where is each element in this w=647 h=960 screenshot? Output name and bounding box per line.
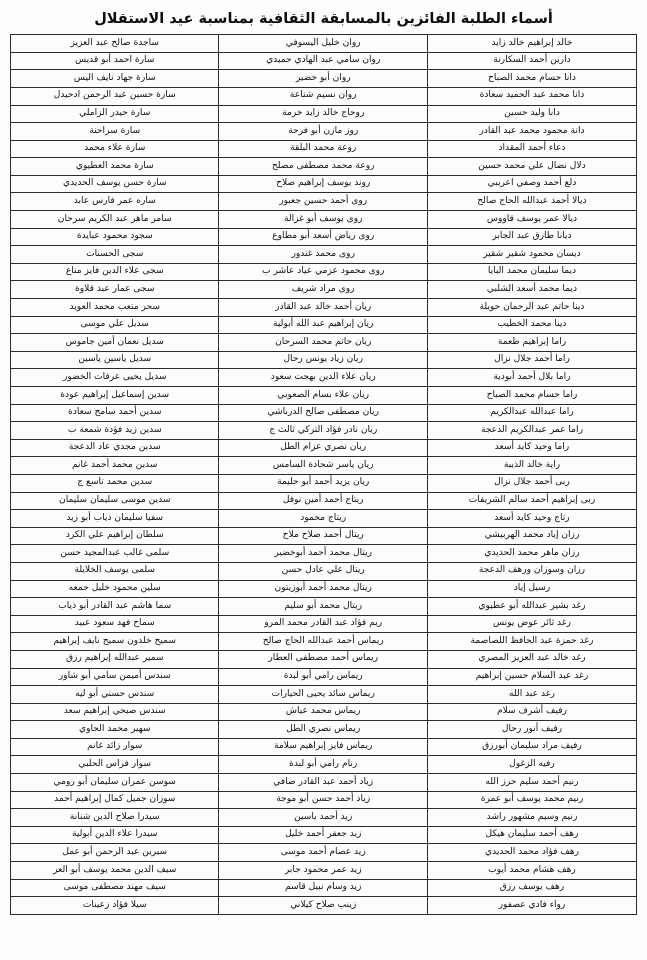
winner-name-cell: خالد إبراهيم خالد زايد [427, 35, 636, 53]
table-row [11, 703, 637, 721]
winner-name-cell: راما عمر عبدالكريم الدعجة [427, 422, 636, 440]
winner-name-cell: سفيا سليمان ذياب أبو زيد [11, 510, 219, 528]
winner-name-cell: ريماس رامي أبو لبدة [219, 668, 427, 686]
winner-name-cell: ريان حاتم محمد السرحان [219, 334, 427, 352]
winner-name-cell: رنيم أحمد سليم حرز الله [427, 774, 636, 792]
winner-name-cell: سجود محمود عبايدة [11, 228, 219, 246]
winner-name-cell: سماح فهد سعود عبيد [11, 615, 219, 633]
table-row [11, 879, 637, 897]
winner-name-cell: سلمى يوسف الخلايلة [11, 562, 219, 580]
table-row [11, 193, 637, 211]
table-row [11, 756, 637, 774]
table-row [11, 263, 637, 281]
winner-name-cell: سامر ماهر عبد الكريم سرحان [11, 211, 219, 229]
table-row [11, 510, 637, 528]
table-row [11, 105, 637, 123]
winner-name-cell: ديسان محمود شقير شقير [427, 246, 636, 264]
table-row [11, 228, 637, 246]
winner-name-cell: ربى أحمد جلال نزال [427, 474, 636, 492]
winner-name-cell: دلال نضال علي محمد حسين [427, 158, 636, 176]
winner-name-cell: سديل ياسين ياسين [11, 351, 219, 369]
winner-name-cell: رغد عبد السلام حسين إبراهيم [427, 668, 636, 686]
winner-name-cell: روان خليل اليسوفي [219, 35, 427, 53]
table-row [11, 492, 637, 510]
winner-name-cell: ريان ياسر شحادة السامس [219, 457, 427, 475]
winner-name-cell: رفيف أنور رحال [427, 721, 636, 739]
table-row [11, 422, 637, 440]
winner-name-cell: سندس حسني أبو ليه [11, 686, 219, 704]
winner-name-cell: سلطان إبراهيم علي الكرد [11, 527, 219, 545]
table-row [11, 844, 637, 862]
winner-name-cell: سيلا فؤاد زعينات [11, 897, 219, 915]
winner-name-cell: روى محمد غندور [219, 246, 427, 264]
winner-name-cell: ريماس فايز إبراهيم سلامة [219, 738, 427, 756]
winner-name-cell: ريماس محمد عياش [219, 703, 427, 721]
winner-name-cell: ديما محمد أسعد الشلبي [427, 281, 636, 299]
winner-name-cell: سوزان جميل كمال إبراهيم أحمد [11, 791, 219, 809]
winner-name-cell: سدين زيد فؤدة شمعة ب [11, 422, 219, 440]
winner-name-cell: ريتاج أحمد أمين نوفل [219, 492, 427, 510]
table-row [11, 774, 637, 792]
winner-name-cell: زيد وسام نبيل قاسم [219, 879, 427, 897]
table-row [11, 668, 637, 686]
table-row [11, 52, 637, 70]
winner-name-cell: دانة محمود محمد عبد القادر [427, 123, 636, 141]
winner-name-cell: ريتاج محمود [219, 510, 427, 528]
winner-name-cell: زياد أحمد عبد القادر صافي [219, 774, 427, 792]
winner-name-cell: سدين إسماعيل إبراهيم عودة [11, 387, 219, 405]
table-row [11, 246, 637, 264]
winner-name-cell: رغد خالد عبد العزيز المصري [427, 650, 636, 668]
winner-name-cell: رهف فؤاد محمد الحديدي [427, 844, 636, 862]
table-row [11, 562, 637, 580]
winner-name-cell: رفيف أشرف سلام [427, 703, 636, 721]
table-row [11, 316, 637, 334]
table-row [11, 387, 637, 405]
winner-name-cell: ريتال أحمد صلاح ملاح [219, 527, 427, 545]
winner-name-cell: روحاج خالد زايد خرمة [219, 105, 427, 123]
winner-name-cell: ريماس أحمد عبدالله الحاج صالح [219, 633, 427, 651]
table-row [11, 527, 637, 545]
table-row [11, 334, 637, 352]
winner-name-cell: سدين محمد أحمد غانم [11, 457, 219, 475]
winner-name-cell: روى محمود عزمي عياد عاشر ب [219, 263, 427, 281]
winner-name-cell: ريتال محمد أحمد أبوخضير [219, 545, 427, 563]
table-row [11, 862, 637, 880]
winner-name-cell: سارة حسين عبد الرحمن ادحيدل [11, 87, 219, 105]
winner-name-cell: رغد عبد الله [427, 686, 636, 704]
winner-name-cell: روى رياض أسعد أبو مطاوع [219, 228, 427, 246]
winner-name-cell: راما أحمد جلال نزال [427, 351, 636, 369]
winner-name-cell: رسيل إياد [427, 580, 636, 598]
table-row [11, 598, 637, 616]
winner-name-cell: سلين محمود خليل جمعه [11, 580, 219, 598]
winner-name-cell: سجى عمار عبد قلاوة [11, 281, 219, 299]
winner-name-cell: ريان نصري عزام الطل [219, 439, 427, 457]
table-row [11, 351, 637, 369]
winner-name-cell: ديالا عمر يوسف قاووس [427, 211, 636, 229]
winner-name-cell: دانا حسام محمد الصباح [427, 70, 636, 88]
winner-name-cell: راما حسام محمد الصباح [427, 387, 636, 405]
winner-name-cell: سلمى غالب عبدالمجيد حسن [11, 545, 219, 563]
winner-name-cell: ريتال محمد أبو سليم [219, 598, 427, 616]
table-row [11, 633, 637, 651]
winner-name-cell: ريان يزيد أحمد أبو حليمة [219, 474, 427, 492]
winner-name-cell: رزان إياد محمد الهربيشي [427, 527, 636, 545]
winner-name-cell: سيف مهند مصطفى موسى [11, 879, 219, 897]
winner-name-cell: رهف يوسف رزق [427, 879, 636, 897]
table-row [11, 545, 637, 563]
winner-name-cell: راما إبراهيم طعمة [427, 334, 636, 352]
winner-name-cell: سديل علي موسى [11, 316, 219, 334]
winner-name-cell: ريماس نصري الطل [219, 721, 427, 739]
winner-name-cell: روعة محمد مصطفى مصلح [219, 158, 427, 176]
winner-name-cell: رنيم محمد يوسف أبو عمرة [427, 791, 636, 809]
winner-name-cell: رواء فادي عصفور [427, 897, 636, 915]
winner-name-cell: سارة علاء محمد [11, 140, 219, 158]
winner-name-cell: رهف أحمد سليمان هيكل [427, 826, 636, 844]
winner-name-cell: ريان زياد يونس رحال [219, 351, 427, 369]
winner-name-cell: زيد أحمد ياسين [219, 809, 427, 827]
winners-table-body [11, 35, 637, 915]
winner-name-cell: سارة جهاد نايف اليس [11, 70, 219, 88]
winner-name-cell: زينب صلاح كيلاني [219, 897, 427, 915]
winner-name-cell: سهير محمد الحاوي [11, 721, 219, 739]
winner-name-cell: سيف الدين محمد يوسف أبو العز [11, 862, 219, 880]
winner-name-cell: ريان نادر فؤاد التركي ثالث ج [219, 422, 427, 440]
table-row [11, 457, 637, 475]
table-row [11, 826, 637, 844]
winner-name-cell: رغد بشير عبدالله أبو عطيوي [427, 598, 636, 616]
winner-name-cell: سارة حسن يوسف الحديدي [11, 175, 219, 193]
winner-name-cell: زيد جعفر أحمد خليل [219, 826, 427, 844]
winner-name-cell: روان أبو خضير [219, 70, 427, 88]
winner-name-cell: روز مازن أبو فرحة [219, 123, 427, 141]
winner-name-cell: سيدرا علاء الدين أبولية [11, 826, 219, 844]
table-row [11, 175, 637, 193]
winner-name-cell: سدين مجدي عاد الدعجة [11, 439, 219, 457]
winner-name-cell: زيد عمر محمود جابر [219, 862, 427, 880]
winner-name-cell: روى يوسف أبو غزالة [219, 211, 427, 229]
winner-name-cell: سجى علاء الدين فايز مناع [11, 263, 219, 281]
table-row [11, 809, 637, 827]
winner-name-cell: ديانا طارق عبد الجابر [427, 228, 636, 246]
winner-name-cell: رنيم وسيم مشهور راشد [427, 809, 636, 827]
table-row [11, 738, 637, 756]
winners-table [10, 34, 637, 915]
table-row [11, 70, 637, 88]
winner-name-cell: رهف هشام محمد أيوب [427, 862, 636, 880]
winner-name-cell: روان سامي عبد الهادي حميدي [219, 52, 427, 70]
winner-name-cell: سوار فراس الحلبي [11, 756, 219, 774]
table-row [11, 686, 637, 704]
winner-name-cell: رزان وسوزان ورهف الدعجة [427, 562, 636, 580]
winner-name-cell: سجى الحسنات [11, 246, 219, 264]
winner-name-cell: روان نسيم شناعة [219, 87, 427, 105]
winner-name-cell: ريان علاء الدين بهجت سعود [219, 369, 427, 387]
winner-name-cell: ساره عمر فارس عابد [11, 193, 219, 211]
winner-name-cell: روى أحمد حسين جعبور [219, 193, 427, 211]
table-row [11, 439, 637, 457]
winner-name-cell: ريماس أحمد مصطفى العطار [219, 650, 427, 668]
winner-name-cell: رزان ماهر محمد الحديدي [427, 545, 636, 563]
winner-name-cell: زياد أحمد حسن أبو موجة [219, 791, 427, 809]
winner-name-cell: سحر متعب محمد العويد [11, 299, 219, 317]
table-row [11, 791, 637, 809]
table-row [11, 123, 637, 141]
winner-name-cell: دعاء أحمد المقداد [427, 140, 636, 158]
winner-name-cell: راما وحيد كايد أسعد [427, 439, 636, 457]
table-row [11, 369, 637, 387]
winner-name-cell: روى مراد شريف [219, 281, 427, 299]
winner-name-cell: دينا حاتم عبد الرحمان حويلة [427, 299, 636, 317]
winner-name-cell: ساجدة صالح عبد العزيز [11, 35, 219, 53]
table-row [11, 281, 637, 299]
table-row [11, 615, 637, 633]
winner-name-cell: دلع أحمد وصفي اعريبي [427, 175, 636, 193]
winner-name-cell: سوار زائد غانم [11, 738, 219, 756]
winner-name-cell: ريم فؤاد عبد القادر محمد المرو [219, 615, 427, 633]
winner-name-cell: سيدرا صلاح الدين شنانة [11, 809, 219, 827]
winner-name-cell: سميح خلدون سميح نايف إبراهيم [11, 633, 219, 651]
winner-name-cell: روعة محمد البلقة [219, 140, 427, 158]
winner-name-cell: سديل نعمان أمين جاموس [11, 334, 219, 352]
winner-name-cell: سندس أميمن سامي أبو شاور [11, 668, 219, 686]
winner-name-cell: ربى إبراهيم أحمد سالم الشريفات [427, 492, 636, 510]
winner-name-cell: سندس صبحي إبراهيم سعد [11, 703, 219, 721]
winner-name-cell: ديما سليمان محمد البايا [427, 263, 636, 281]
winner-name-cell: سارة احمد أبو قديس [11, 52, 219, 70]
winner-name-cell: سدين موسى سليمان سليمان [11, 492, 219, 510]
winner-name-cell: ريان علاء بسام الصعوبي [219, 387, 427, 405]
winner-name-cell: دارين أحمد السكارنة [427, 52, 636, 70]
winner-name-cell: سدين محمد تاسع ج [11, 474, 219, 492]
winner-name-cell: رنام رامي أبو لبدة [219, 756, 427, 774]
winner-name-cell: ريان إبراهيم عبد الله أبولية [219, 316, 427, 334]
winner-name-cell: سارة محمد العطيوي [11, 158, 219, 176]
winner-name-cell: ريماس سائد يحيى الحيارات [219, 686, 427, 704]
winner-name-cell: رتاج وحيد كايد أسعد [427, 510, 636, 528]
winner-name-cell: راما بلال أحمد أبودية [427, 369, 636, 387]
winner-name-cell: رغد حمزة عبد الحافظ اللصاصمة [427, 633, 636, 651]
winner-name-cell: سارة سراحنة [11, 123, 219, 141]
table-row [11, 897, 637, 915]
winner-name-cell: روند يوسف إبراهيم صلاح [219, 175, 427, 193]
winner-name-cell: دانا محمد عبد الحميد سعادة [427, 87, 636, 105]
winner-name-cell: رفيف مراد سليمان أبورزق [427, 738, 636, 756]
table-row [11, 140, 637, 158]
table-row [11, 211, 637, 229]
table-row [11, 650, 637, 668]
table-row [11, 35, 637, 53]
table-row [11, 580, 637, 598]
winner-name-cell: ريتال محمد أحمد أبوزيتون [219, 580, 427, 598]
winner-name-cell: دينا محمد الخطيب [427, 316, 636, 334]
table-row [11, 721, 637, 739]
winner-name-cell: سيرين عبد الرحمن أبو عمل [11, 844, 219, 862]
winner-name-cell: سديل يحيى عرفات الخضور [11, 369, 219, 387]
winner-name-cell: ديالا أحمد عبدالله الحاج صالح [427, 193, 636, 211]
winner-name-cell: رفيه الزغول [427, 756, 636, 774]
winner-name-cell: دانا وليد حسين [427, 105, 636, 123]
table-row [11, 404, 637, 422]
winner-name-cell: سما هاشم عبد القادر أبو ذياب [11, 598, 219, 616]
winner-name-cell: سوسن عمران سليمان أبو رومي [11, 774, 219, 792]
winner-name-cell: ريان مصطفى صالح الدرباشي [219, 404, 427, 422]
winner-name-cell: سدين أحمد سامح سعادة [11, 404, 219, 422]
winner-name-cell: زيد عصام أحمد موسى [219, 844, 427, 862]
table-row [11, 299, 637, 317]
winner-name-cell: راما عبدالله عبدالكريم [427, 404, 636, 422]
winner-name-cell: رغد ثائر عوض يونس [427, 615, 636, 633]
winner-name-cell: سارة حيدر الزاملي [11, 105, 219, 123]
table-row [11, 87, 637, 105]
winner-name-cell: ريان أحمد خالد عبد القادر [219, 299, 427, 317]
table-row [11, 158, 637, 176]
page-title: أسماء الطلبة الفائزين بالمسابقة الثقافية بمناسبة عيد الاستقلال [94, 11, 553, 27]
winner-name-cell: راية خالد الذيبة [427, 457, 636, 475]
winner-name-cell: سمير عبدالله إبراهيم رزق [11, 650, 219, 668]
table-row [11, 474, 637, 492]
winner-name-cell: ريتال علي عادل حسن [219, 562, 427, 580]
